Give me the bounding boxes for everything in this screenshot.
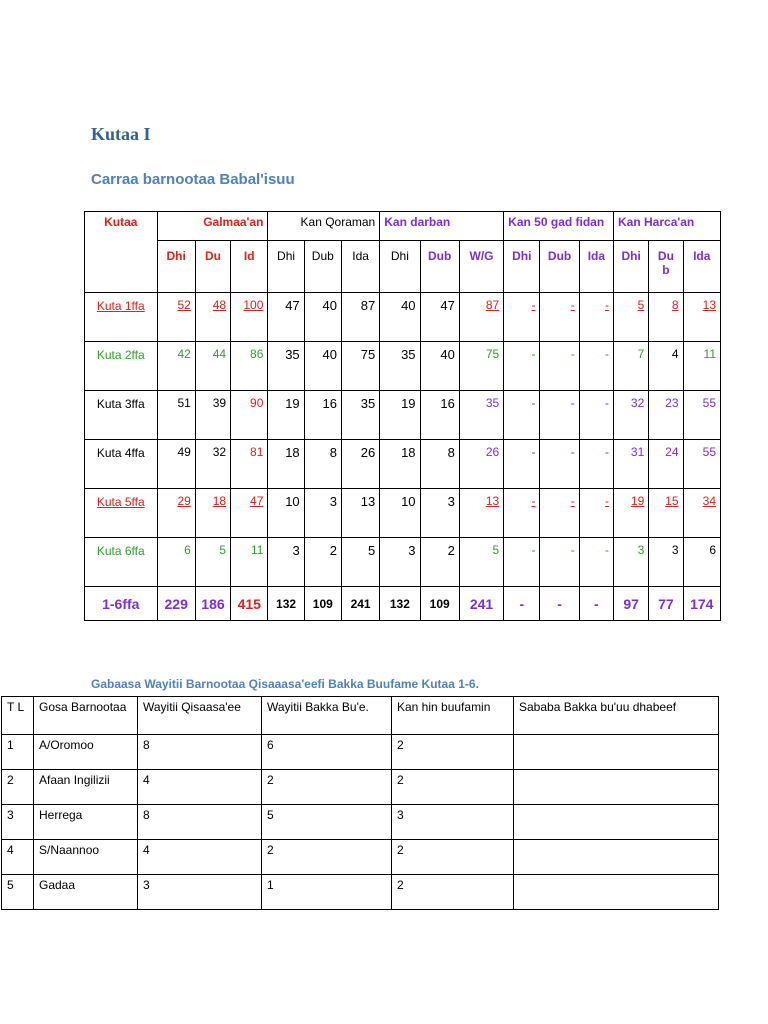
table-cell: 81 — [231, 440, 268, 489]
subheader-cell: Ida — [341, 241, 379, 293]
table-cell: 4 — [649, 342, 683, 391]
table-cell: 3 — [304, 489, 341, 538]
table-cell: 3 — [649, 538, 683, 587]
table-cell: 86 — [231, 342, 268, 391]
table-cell: 100 — [231, 293, 268, 342]
table-cell: 29 — [157, 489, 195, 538]
table-cell: 55 — [683, 391, 720, 440]
column-header: Wayitii Qisaasa'ee — [138, 697, 262, 735]
table-row — [85, 342, 721, 391]
table-cell — [514, 805, 719, 840]
total-cell: - — [579, 587, 613, 621]
table-cell — [514, 840, 719, 875]
header-kutaa: Kutaa — [85, 212, 158, 293]
table-cell: 3 — [392, 805, 514, 840]
table-cell: 10 — [268, 489, 304, 538]
header-kan-50-gad-fidan: Kan 50 gad fidan — [504, 212, 614, 241]
table-cell: 19 — [614, 489, 649, 538]
subheader-cell: Dhi — [614, 241, 649, 293]
table-row — [85, 440, 721, 489]
table-cell: 40 — [380, 293, 420, 342]
table-cell: 13 — [683, 293, 720, 342]
table-cell: S/Naannoo — [34, 840, 138, 875]
table-cell: 19 — [268, 391, 304, 440]
table-cell: 2 — [392, 840, 514, 875]
subheader-cell: Dhi — [157, 241, 195, 293]
table-cell: 19 — [380, 391, 420, 440]
table-row — [85, 489, 721, 538]
subheader-cell: Ida — [683, 241, 720, 293]
table-cell: 1 — [262, 875, 392, 910]
promotion-table — [84, 211, 721, 621]
table-cell: 2 — [392, 875, 514, 910]
table-cell: 51 — [157, 391, 195, 440]
table-cell: 5 — [195, 538, 230, 587]
table-cell: 49 — [157, 440, 195, 489]
total-cell: 174 — [683, 587, 720, 621]
table-row — [2, 770, 719, 805]
column-header: Wayitii Bakka Bu'e. — [262, 697, 392, 735]
missed-periods-table — [1, 696, 719, 910]
table-cell: 13 — [341, 489, 379, 538]
table-cell: 5 — [341, 538, 379, 587]
table-cell: 47 — [268, 293, 304, 342]
total-cell: 241 — [341, 587, 379, 621]
table-cell — [514, 735, 719, 770]
table-cell: 35 — [380, 342, 420, 391]
subheader-cell: Dhi — [504, 241, 540, 293]
table-cell: - — [579, 538, 613, 587]
table-cell: 34 — [683, 489, 720, 538]
table-cell: 5 — [262, 805, 392, 840]
table-cell: 23 — [649, 391, 683, 440]
table-cell: 2 — [262, 770, 392, 805]
section-subheading: Carraa barnootaa Babal'isuu — [91, 171, 295, 188]
table-cell: 39 — [195, 391, 230, 440]
table-cell: 2 — [392, 735, 514, 770]
total-cell: 229 — [157, 587, 195, 621]
table-cell: - — [540, 538, 579, 587]
total-cell: 132 — [380, 587, 420, 621]
table-cell: - — [504, 391, 540, 440]
table-cell: 3 — [420, 489, 459, 538]
total-cell: 132 — [268, 587, 304, 621]
table-cell: 3 — [614, 538, 649, 587]
table-cell: 90 — [231, 391, 268, 440]
row-label: Kuta 2ffa — [85, 342, 158, 391]
table-cell: 5 — [614, 293, 649, 342]
table-row — [2, 840, 719, 875]
table-cell: 3 — [380, 538, 420, 587]
header-kan-harcaan: Kan Harca'an — [614, 212, 721, 241]
table-cell: Herrega — [34, 805, 138, 840]
table-cell: 11 — [231, 538, 268, 587]
page-heading: Kutaa I — [91, 124, 151, 144]
table-cell: - — [504, 342, 540, 391]
table-row — [85, 538, 721, 587]
table-cell: 2 — [420, 538, 459, 587]
table-cell: 35 — [459, 391, 503, 440]
table-cell: 31 — [614, 440, 649, 489]
table-cell: 40 — [304, 293, 341, 342]
table-row — [85, 293, 721, 342]
header-galmaaan: Galmaa'an — [157, 212, 268, 241]
table-cell: - — [579, 293, 613, 342]
table-cell: 24 — [649, 440, 683, 489]
total-cell: 109 — [304, 587, 341, 621]
subheader-cell: Dub — [420, 241, 459, 293]
table-cell: A/Oromoo — [34, 735, 138, 770]
table-cell: 35 — [341, 391, 379, 440]
table-cell: 26 — [459, 440, 503, 489]
table-header-row — [2, 697, 719, 735]
table-cell: 42 — [157, 342, 195, 391]
table-cell: - — [540, 391, 579, 440]
column-header: Kan hin buufamin — [392, 697, 514, 735]
subheader-cell: Du b — [649, 241, 683, 293]
table-cell: 35 — [268, 342, 304, 391]
table-cell: - — [579, 342, 613, 391]
table-cell: 8 — [420, 440, 459, 489]
table-cell: 4 — [138, 840, 262, 875]
table-cell: 11 — [683, 342, 720, 391]
table-cell: 47 — [231, 489, 268, 538]
total-label: 1-6ffa — [85, 587, 158, 621]
table-cell: 48 — [195, 293, 230, 342]
table-cell: 32 — [614, 391, 649, 440]
table-cell: - — [579, 391, 613, 440]
subheader-cell: Dhi — [380, 241, 420, 293]
table-row — [2, 805, 719, 840]
subheader-cell: Dhi — [268, 241, 304, 293]
table-cell: 16 — [304, 391, 341, 440]
table-cell: 8 — [304, 440, 341, 489]
table-cell: - — [540, 489, 579, 538]
table-cell: 13 — [459, 489, 503, 538]
table-cell: - — [504, 293, 540, 342]
table-cell: 18 — [268, 440, 304, 489]
table-cell: - — [504, 538, 540, 587]
table-cell — [514, 875, 719, 910]
table-cell: 2 — [2, 770, 34, 805]
column-header: Sababa Bakka bu'uu dhabeef — [514, 697, 719, 735]
table-cell: 8 — [138, 735, 262, 770]
table-row — [85, 391, 721, 440]
total-cell: 77 — [649, 587, 683, 621]
table-cell: 87 — [459, 293, 503, 342]
table-cell: - — [579, 440, 613, 489]
table-cell: 55 — [683, 440, 720, 489]
total-cell: 241 — [459, 587, 503, 621]
table-cell: 6 — [683, 538, 720, 587]
subheader-cell: Id — [231, 241, 268, 293]
table-cell: - — [540, 440, 579, 489]
table-cell: - — [579, 489, 613, 538]
table-cell: 75 — [459, 342, 503, 391]
header-kan-darban: Kan darban — [380, 212, 504, 241]
table-cell: 2 — [262, 840, 392, 875]
table-cell: 4 — [138, 770, 262, 805]
subheader-cell: Du — [195, 241, 230, 293]
row-label: Kuta 5ffa — [85, 489, 158, 538]
table-cell: 87 — [341, 293, 379, 342]
header-kan-qoraman: Kan Qoraman — [268, 212, 380, 241]
table-cell: 47 — [420, 293, 459, 342]
table-cell: 75 — [341, 342, 379, 391]
table-cell: 10 — [380, 489, 420, 538]
total-cell: 97 — [614, 587, 649, 621]
table-cell: 44 — [195, 342, 230, 391]
table-cell: 32 — [195, 440, 230, 489]
subheader-cell: W/G — [459, 241, 503, 293]
table-cell: 7 — [614, 342, 649, 391]
table-cell: 3 — [2, 805, 34, 840]
column-header: Gosa Barnootaa — [34, 697, 138, 735]
table-cell: 3 — [138, 875, 262, 910]
total-cell: - — [540, 587, 579, 621]
table-cell: 3 — [268, 538, 304, 587]
total-cell: - — [504, 587, 540, 621]
table-cell: Gadaa — [34, 875, 138, 910]
table-row — [2, 875, 719, 910]
table-cell: 52 — [157, 293, 195, 342]
subheader-cell: Dub — [540, 241, 579, 293]
total-row — [85, 587, 721, 621]
table-cell — [514, 770, 719, 805]
column-header: T L — [2, 697, 34, 735]
total-cell: 415 — [231, 587, 268, 621]
table-cell: Afaan Ingilizii — [34, 770, 138, 805]
table-cell: 8 — [138, 805, 262, 840]
table-cell: - — [504, 440, 540, 489]
row-label: Kuta 3ffa — [85, 391, 158, 440]
table-cell: 2 — [392, 770, 514, 805]
total-cell: 186 — [195, 587, 230, 621]
table-cell: 15 — [649, 489, 683, 538]
table-cell: 26 — [341, 440, 379, 489]
table-cell: 5 — [459, 538, 503, 587]
table-cell: 18 — [380, 440, 420, 489]
table-cell: 40 — [420, 342, 459, 391]
table-cell: - — [540, 342, 579, 391]
subheader-cell: Ida — [579, 241, 613, 293]
table-cell: 4 — [2, 840, 34, 875]
table-cell: 2 — [304, 538, 341, 587]
table-row — [2, 735, 719, 770]
total-cell: 109 — [420, 587, 459, 621]
table-cell: 1 — [2, 735, 34, 770]
table-cell: 18 — [195, 489, 230, 538]
table-cell: 16 — [420, 391, 459, 440]
table-cell: - — [540, 293, 579, 342]
table-cell: 6 — [157, 538, 195, 587]
subheader-cell: Dub — [304, 241, 341, 293]
table-cell: 5 — [2, 875, 34, 910]
table-cell: 40 — [304, 342, 341, 391]
row-label: Kuta 4ffa — [85, 440, 158, 489]
table-cell: 8 — [649, 293, 683, 342]
table-cell: 6 — [262, 735, 392, 770]
table-cell: - — [504, 489, 540, 538]
section-subheading-2: Gabaasa Wayitii Barnootaa Qisaaasa'eefi Bakka Buufame Kutaa 1-6. — [91, 677, 479, 691]
row-label: Kuta 6ffa — [85, 538, 158, 587]
row-label: Kuta 1ffa — [85, 293, 158, 342]
